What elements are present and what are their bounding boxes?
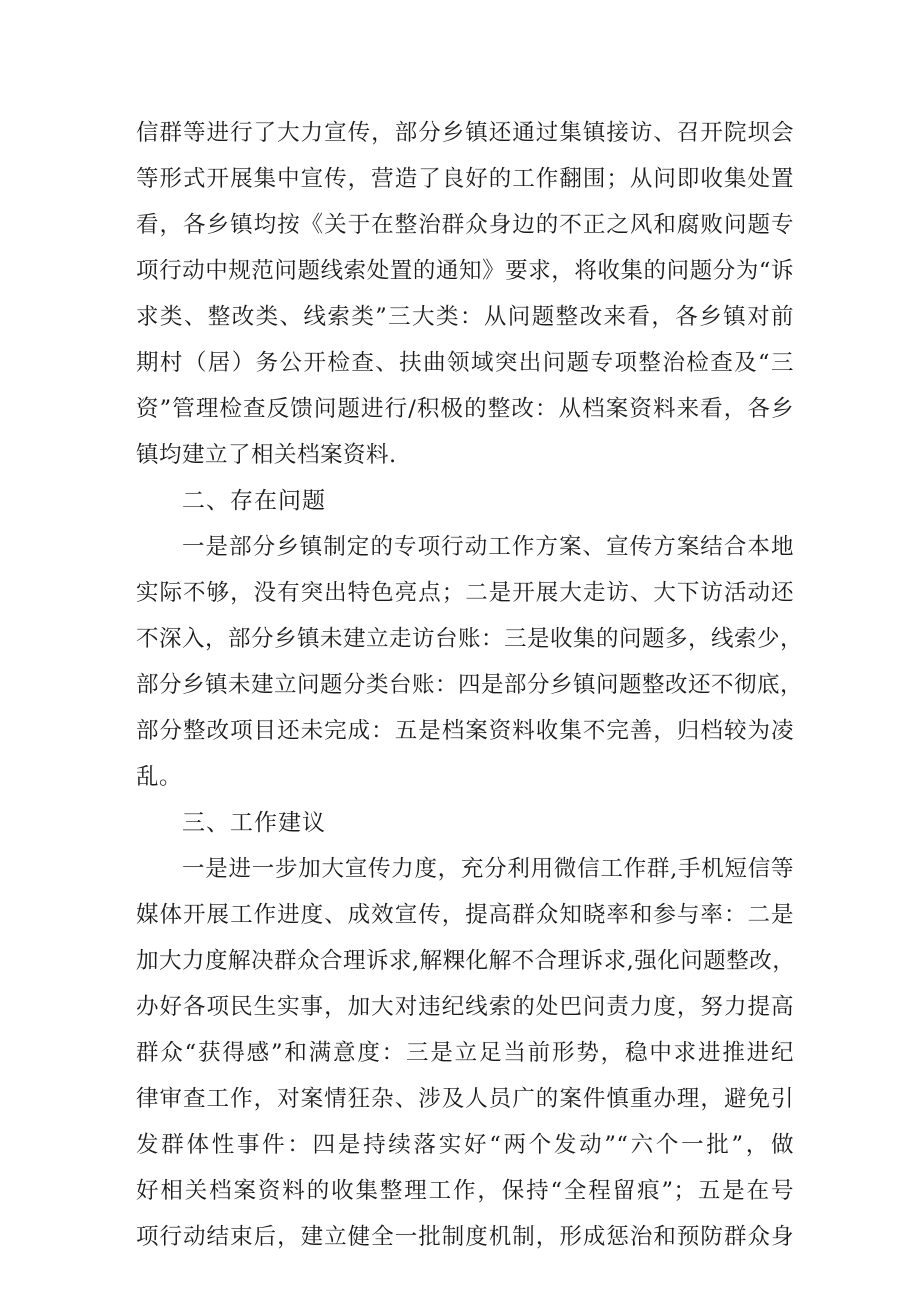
text-line: 办好各项民生实事，加大对违纪线索的处巴问责力度，努力提高 [136,994,794,1020]
text-line: 实际不够，没有突出特色亮点；二是开展大走访、大下访活动还 [136,580,794,606]
text-line: 一是部分乡镇制定的专项行动工作方案、宣传方案结合本地 [182,534,794,560]
text-line: 媒体开展工作进度、成效宣传，提高群众知晓率和参与率：二是 [136,902,794,928]
section-heading-problems: 二、存在问题 [182,488,326,514]
text-line: 律审查工作，对案情狂杂、涉及人员广的案件慎重办理，避免引 [136,1086,794,1112]
document-page [136,110,804,1260]
text-line: 资”管理检查反馈问题进行/积极的整改：从档案资料来看，各乡 [136,396,794,422]
text-line: 镇均建立了相关档案资料. [136,442,397,468]
section-heading-suggestions: 三、工作建议 [182,810,326,836]
text-line: 发群体性事件：四是持续落实好“两个发动”“六个一批”，做 [136,1132,794,1158]
text-line: 期村（居）务公开检查、扶曲领域突出问题专项整治检查及“三 [136,350,794,376]
text-line: 看，各乡镇均按《关于在整治群众身边的不正之风和腐败问题专 [136,212,794,238]
text-line: 部分乡镇未建立问题分类台账：四是部分乡镇问题整改还不彻底， [136,672,804,698]
text-line: 好相关档案资料的收集整理工作，保持“全程留痕”；五是在号 [136,1178,794,1204]
text-line: 求类、整改类、线索类”三大类：从问题整改来看，各乡镇对前 [136,304,794,330]
text-line: 项行动结束后，建立健全一批制度机制，形成惩治和预防群众身 [136,1224,794,1250]
text-line: 不深入，部分乡镇未建立走访台账：三是收集的问题多，线索少， [136,626,804,652]
paragraph-suggestions [136,846,794,1260]
text-line: 一是进一步加大宣传力度，充分利用微信工作群,手机短信等 [182,856,794,882]
text-line: 项行动中规范问题线索处置的通知》要求，将收集的问题分为“诉 [136,258,794,284]
text-line: 群众“获得感”和满意度：三是立足当前形势，稳中求进推进纪 [136,1040,794,1066]
text-line: 加大力度解决群众合理诉求,解粿化解不合理诉求,强化问题整改， [136,948,796,974]
paragraph-publicity-summary [136,110,794,478]
paragraph-problems [136,524,804,800]
text-line: 等形式开展集中宣传，营造了良好的工作翻围；从问即收集处置 [136,166,794,192]
text-line: 乱。 [136,764,183,790]
text-line: 信群等进行了大力宣传，部分乡镇还通过集镇接访、召开院坝会 [136,120,794,146]
text-line: 部分整改项目还未完成：五是档案资料收集不完善，归档较为凌 [136,718,794,744]
